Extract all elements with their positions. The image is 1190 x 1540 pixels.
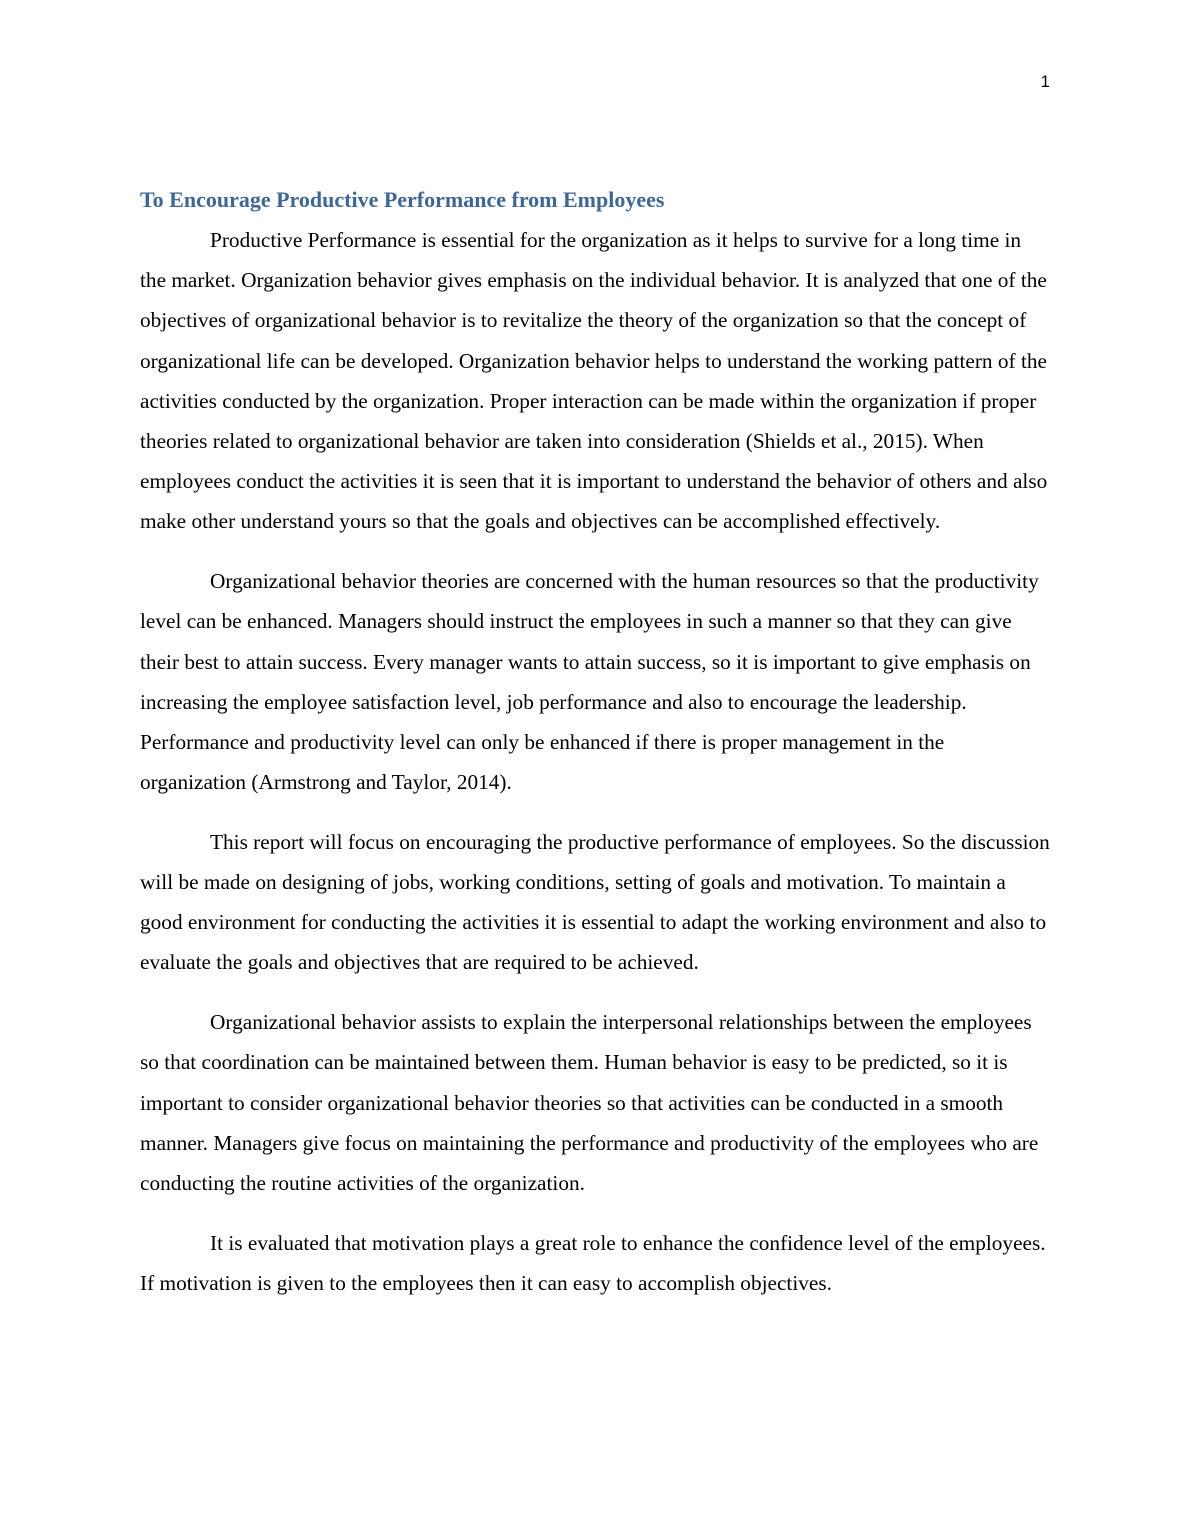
page-number: 1 [1040, 72, 1050, 91]
paragraph: Productive Performance is essential for the organization as it helps to survive for a long time in the market. Organization behavior gives emphasis on the individual behavior. It is analyzed that one of the objectives of organizational behavior is to revitalize the theory of the organization so that the concept of organizational life can be developed. Organization behavior helps to understand the working pattern of the activities conducted by the organization. Proper interaction can be made within the organization if proper theories related to organizational behavior are taken into consideration (Shields et al., 2015). When employees conduct the activities it is seen that it is important to understand the behavior of others and also make other understand yours so that the goals and objectives can be accomplished effectively. [140, 228, 1048, 534]
document-body [140, 185, 1050, 1303]
paragraph: Organizational behavior theories are concerned with the human resources so that the productivity level can be enhanced. Managers should instruct the employees in such a manner so that they can give their best to attain success. Every manager wants to attain success, so it is important to give emphasis on increasing the employee satisfaction level, job performance and also to encourage the leadership. Performance and productivity level can only be enhanced if there is proper management in the organization (Armstrong and Taylor, 2014). [140, 569, 1039, 795]
paragraph: This report will focus on encouraging the productive performance of employees. So the discussion will be made on designing of jobs, working conditions, setting of goals and motivation. To maintain a good environment for conducting the activities it is essential to adapt the working environment and also to evaluate the goals and objectives that are required to be achieved. [140, 829, 1050, 975]
document-heading: To Encourage Productive Performance from Employees [140, 187, 665, 212]
paragraph: Organizational behavior assists to explain the interpersonal relationships between the employees so that coordination can be maintained between them. Human behavior is easy to be predicted, so it is important to consider organizational behavior theories so that activities can be conducted in a smooth manner. Managers give focus on maintaining the performance and productivity of the employees who are conducting the routine activities of the organization. [140, 1010, 1039, 1195]
paragraph: It is evaluated that motivation plays a great role to enhance the confidence level of the employees. If motivation is given to the employees then it can easy to accomplish objectives. [140, 1230, 1046, 1295]
